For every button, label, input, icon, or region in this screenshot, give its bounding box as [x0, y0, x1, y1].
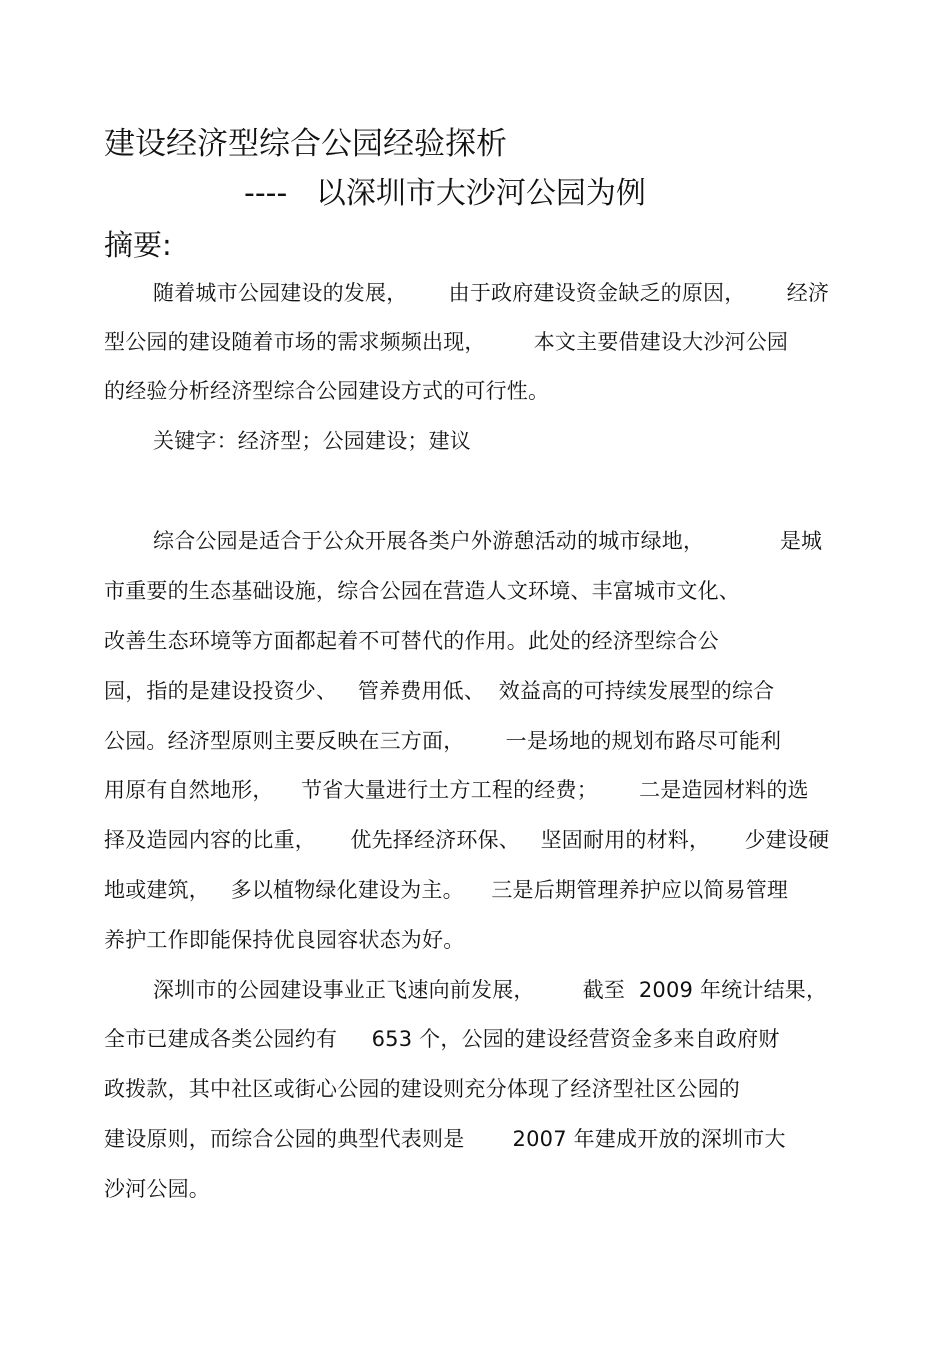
body-line-3: 改善生态环境等方面都起着不可替代的作用。此处的经济型综合公 [104, 629, 719, 653]
abstract-heading: 摘要: [104, 228, 172, 262]
document-title: 建设经济型综合公园经验探析 [104, 126, 507, 162]
keywords-line: 关键字：经济型；公园建设；建议 [153, 429, 471, 453]
body-line-2: 市重要的生态基础设施，综合公园在营造人文环境、丰富城市文化、 [104, 579, 740, 603]
body-line-9: 养护工作即能保持优良园容状态为好。 [104, 928, 465, 952]
body-line-5: 公园。经济型原则主要反映在三方面， 一是场地的规划布路尽可能利 [104, 729, 782, 753]
abstract-line-2: 型公园的建设随着市场的需求频频出现， 本文主要借建设大沙河公园 [104, 330, 789, 354]
body-line-8: 地或建筑， 多以植物绿化建设为主。 三是后期管理养护应以简易管理 [104, 878, 789, 902]
document-subtitle: ---- 以深圳市大沙河公园为例 [244, 176, 646, 211]
abstract-line-1: 随着城市公园建设的发展， 由于政府建设资金缺乏的原因， 经济 [153, 281, 830, 305]
body-line-4: 园，指的是建设投资少、 管养费用低、 效益高的可持续发展型的综合 [104, 679, 775, 703]
body-line-7: 择及造园内容的比重， 优先择经济环保、 坚固耐用的材料， 少建设硬 [104, 828, 830, 852]
abstract-line-3: 的经验分析经济型综合公园建设方式的可行性。 [104, 379, 550, 403]
body-line-14: 沙河公园。 [104, 1177, 210, 1201]
body-line-13: 建设原则，而综合公园的典型代表则是 2007 年建成开放的深圳市大 [104, 1127, 786, 1151]
body-line-1: 综合公园是适合于公众开展各类户外游憩活动的城市绿地， 是城 [153, 529, 823, 553]
body-line-10: 深圳市的公园建设事业正飞速向前发展， 截至 2009 年统计结果， [153, 978, 828, 1002]
body-line-12: 政拨款，其中社区或街心公园的建设则充分体现了经济型社区公园的 [104, 1077, 740, 1101]
body-line-6: 用原有自然地形， 节省大量进行土方工程的经费； 二是造园材料的选 [104, 778, 809, 802]
body-line-11: 全市已建成各类公园约有 653 个，公园的建设经营资金多来自政府财 [104, 1027, 780, 1051]
